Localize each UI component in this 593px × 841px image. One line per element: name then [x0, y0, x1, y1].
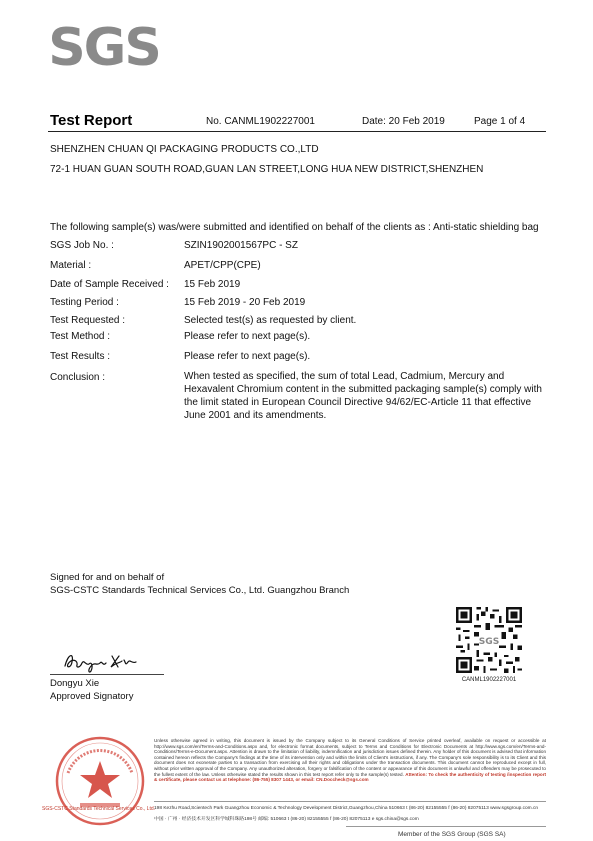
field-label: Date of Sample Received : [50, 279, 169, 290]
intro-text: The following sample(s) was/were submitted and identified on behalf of the clients as : Anti-static shielding bag [50, 222, 539, 233]
signatory-role: Approved Signatory [50, 691, 134, 702]
page-number: Page 1 of 4 [474, 116, 526, 127]
svg-text:SGS: SGS [478, 636, 500, 647]
field-label: Conclusion : [50, 372, 106, 383]
field-value: APET/CPP(CPE) [184, 260, 261, 271]
field-value: Please refer to next page(s). [184, 351, 311, 362]
field-value: 15 Feb 2019 [184, 279, 241, 290]
field-label: Test Method : [50, 331, 111, 342]
field-label: Testing Period : [50, 297, 119, 308]
sgs-logo-text: SGS [48, 18, 160, 78]
member-divider [346, 826, 546, 827]
qr-code [456, 607, 522, 673]
seal-caption: SGS-CSTC Standards Technical Services Co., Ltd. [42, 806, 156, 812]
disclaimer-attention: Attention: To check the authenticity of testing /inspection report & certificate, please contact us at telephone: (86-755) 8307 1443, or email: CN.Doccheck@sgs.com [154, 771, 547, 783]
report-title: Test Report [50, 112, 133, 129]
field-label: SGS Job No. : [50, 240, 114, 251]
signature-image [62, 648, 152, 674]
client-name: SHENZHEN CHUAN QI PACKAGING PRODUCTS CO.,LTD [50, 144, 319, 155]
field-value: 15 Feb 2019 - 20 Feb 2019 [184, 297, 306, 308]
conclusion-text: When tested as specified, the sum of total Lead, Cadmium, Mercury and Hexavalent Chromium content in the submitted packaging sample(s) comply with the limit stated in European Council Directive 94/62/EC-Article 11 that effective June 2001 and its amendments. [184, 371, 542, 421]
field-value: SZIN1902001567PC - SZ [184, 240, 298, 251]
signing-company: SGS-CSTC Standards Technical Services Co., Ltd. Guangzhou Branch [50, 585, 350, 596]
field-label: Test Requested : [50, 315, 126, 326]
field-label: Material : [50, 260, 92, 271]
header-divider [48, 131, 546, 132]
client-address: 72-1 HUAN GUAN SOUTH ROAD,GUAN LAN STREET,LONG HUA NEW DISTRICT,SHENZHEN [50, 164, 484, 175]
official-seal [50, 733, 150, 829]
address-chinese: 中国 · 广州 · 经济技术开发区科学城科珠路198号 邮编: 510663 t (86-20) 82155555 f (86-20) 82075113 e sgs.china@sgs.com [154, 817, 419, 822]
report-number: No. CANML1902227001 [206, 116, 315, 127]
signature-line [50, 674, 164, 675]
disclaimer-body: Unless otherwise agreed in writing, this document is issued by the Company subject to its General Conditions of Service printed overleaf, available on request or accessible at http://www.sgs.com/en/Terms-and-Conditions.aspx and, for electronic format documents, subject to Terms and Conditions for Electronic Documents at http://www.sgs.com/en/Terms-and-Conditions/Terms-e-Document.aspx. Attention is drawn to the limitation of liability, indemnification and jurisdiction issues defined therein. Any holder of this document is advised that information contained hereon reflects the Company's findings at the time of its intervention only and within the limits of Client's instructions, if any. The Company's sole responsibility is to its Client and this document does not exonerate parties to a transaction from exercising all their rights and obligations under the transaction documents. This document cannot be reproduced except in full, without prior written approval of the Company. Any unauthorized alteration, forgery or falsification of the content or appearance of this document is unlawful and offenders may be prosecuted to the fullest extent of the law. Unless otherwise stated the results shown in this test report refer only to the sample(s) tested. [154, 738, 546, 777]
field-value: Selected test(s) as requested by client. [184, 315, 357, 326]
qr-caption: CANML1902227001 [461, 677, 517, 683]
address-divider [154, 801, 546, 802]
report-date: Date: 20 Feb 2019 [362, 116, 445, 127]
address-english: 198 Kezhu Road,Scientech Park Guangzhou Economic & Technology Development District,Guangzhou,China 510663 t (86-20) 82155555 f (86-20) 82075113 www.sgsgroup.com.cn [154, 806, 539, 811]
field-value: Please refer to next page(s). [184, 331, 311, 342]
field-label: Test Results : [50, 351, 111, 362]
signed-on-behalf: Signed for and on behalf of [50, 572, 165, 583]
sgs-member-text: Member of the SGS Group (SGS SA) [398, 831, 506, 838]
signatory-name: Dongyu Xie [50, 678, 100, 689]
legal-disclaimer [154, 738, 546, 783]
sgs-logo [48, 20, 160, 76]
